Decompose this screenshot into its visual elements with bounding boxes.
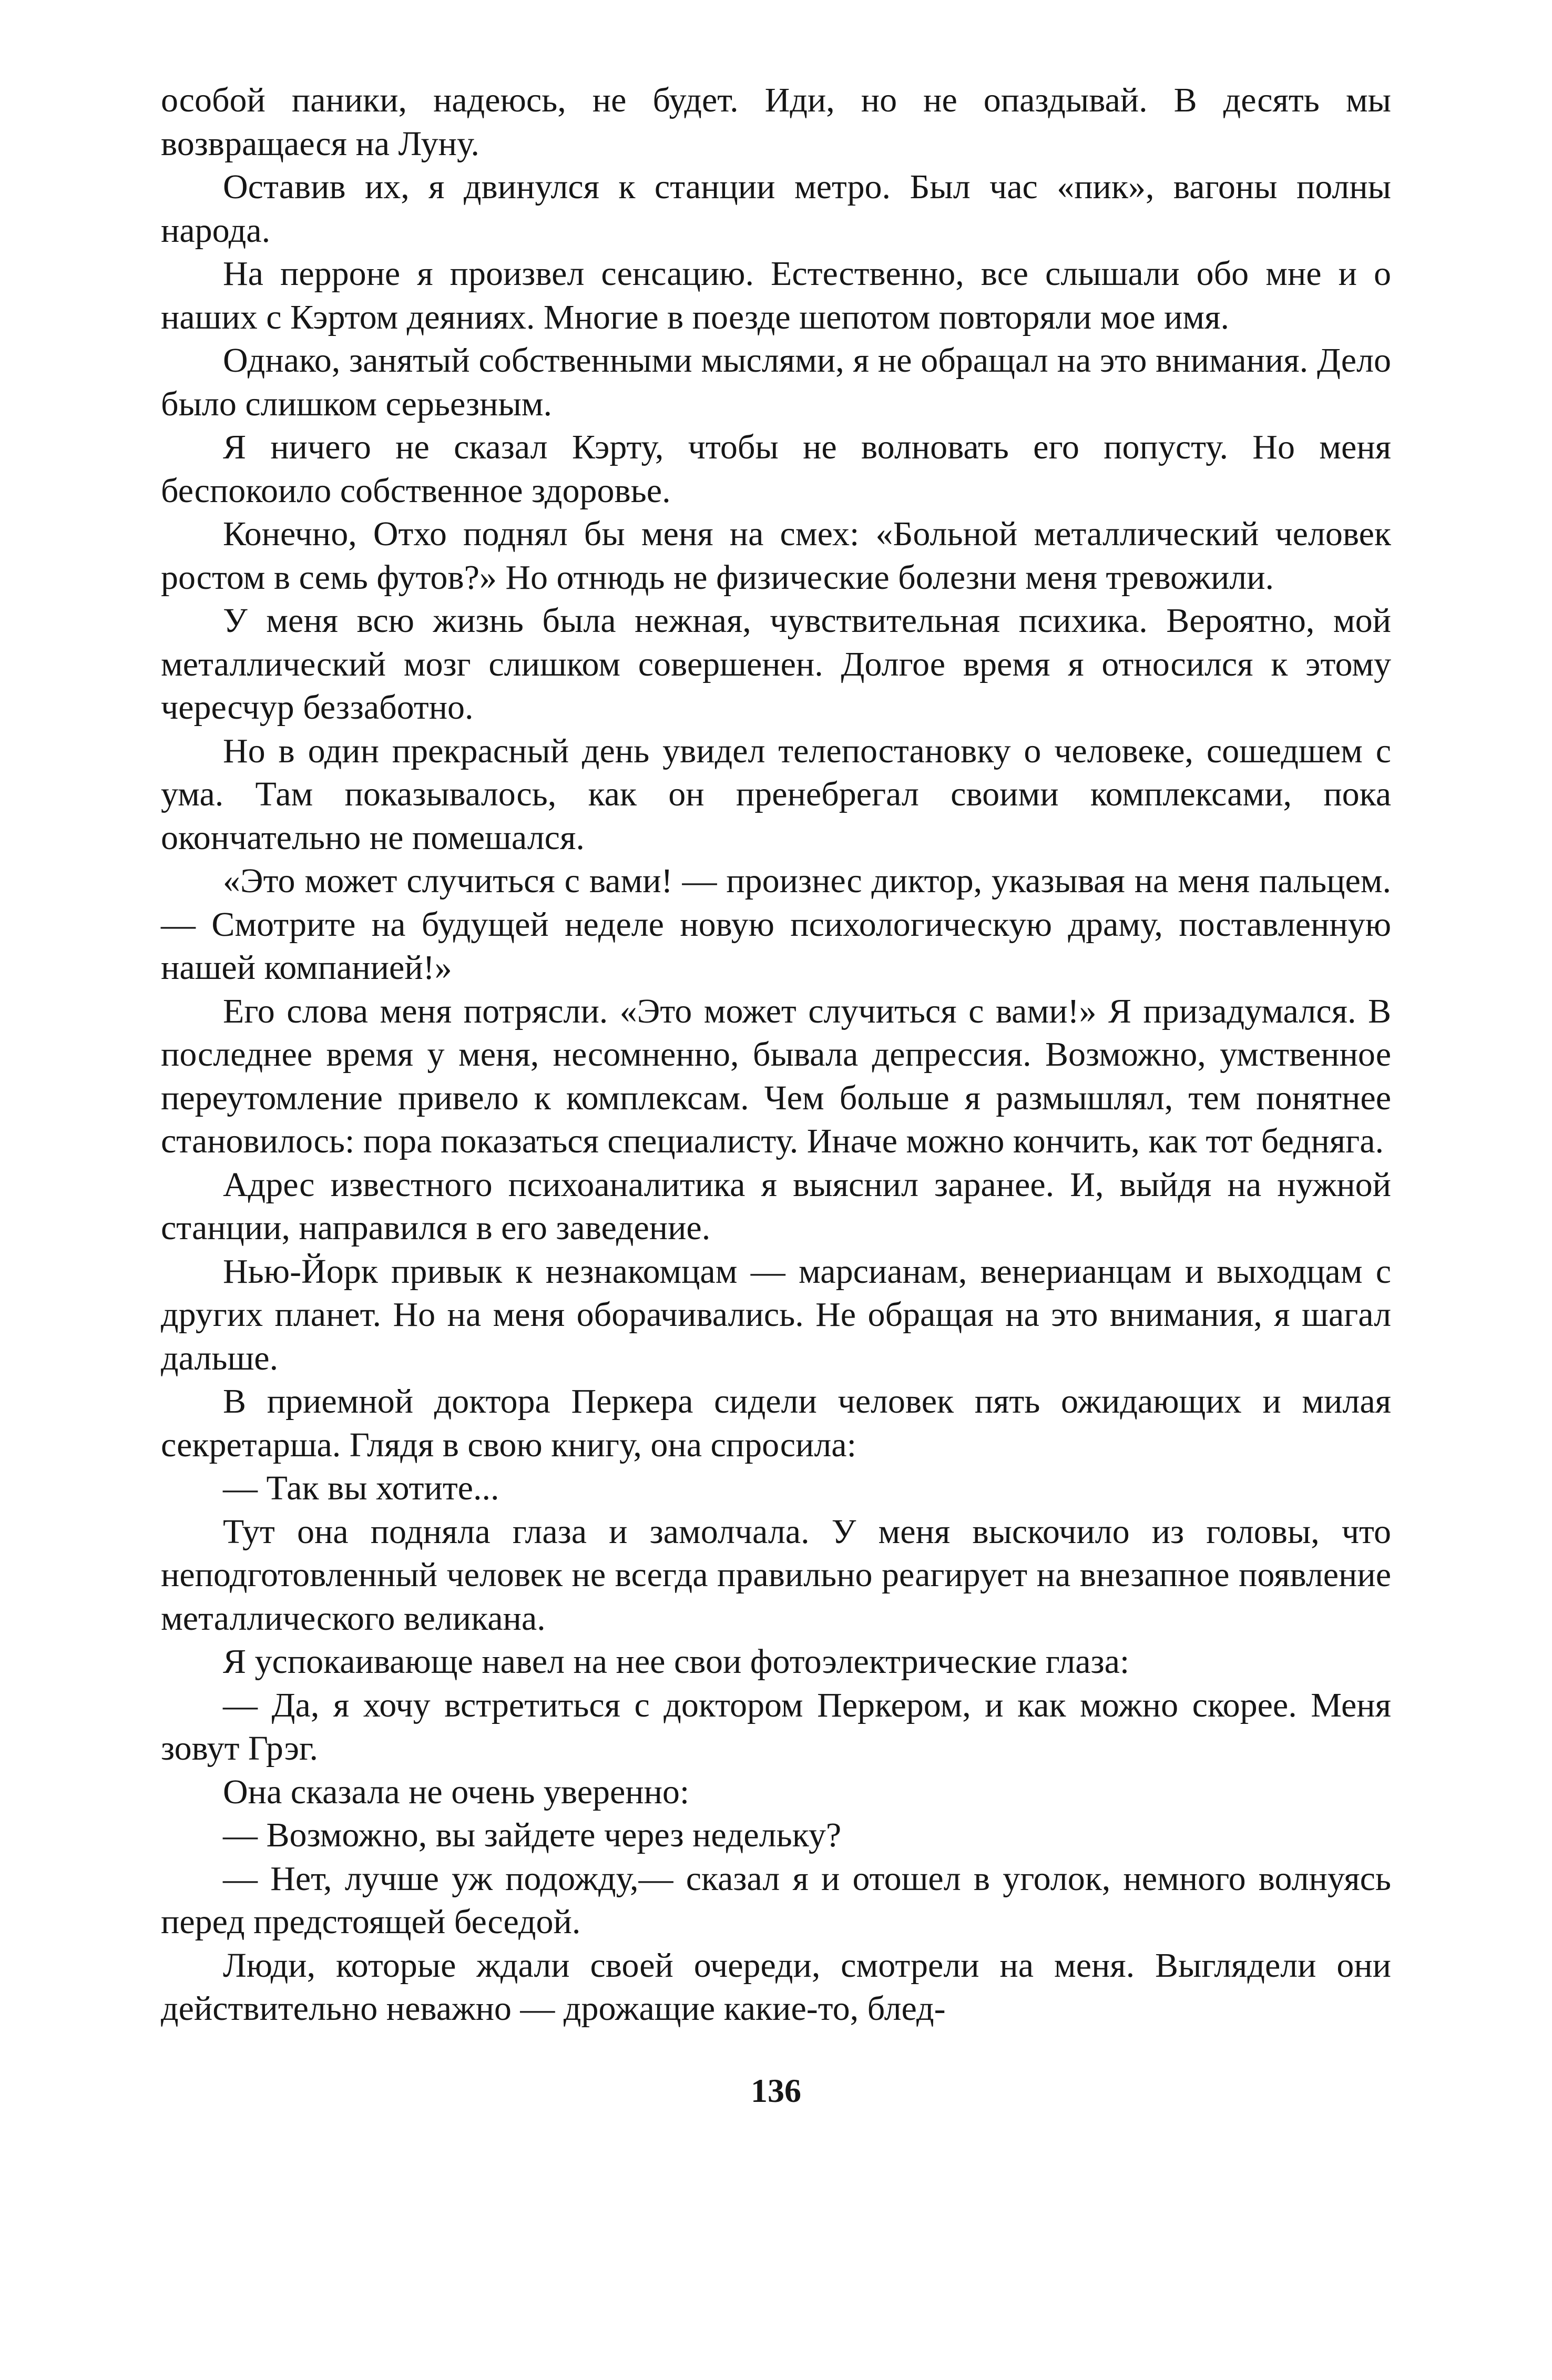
paragraph-4: Однако, занятый собственными мыслями, я не обращал на это внимания. Дело было слишком серьезным. — [161, 341, 1391, 423]
paragraph-9: «Это может случиться с вами! — произнес диктор, указывая на меня пальцем.— Смотрите на будущей неделе новую психологическую драму, поставленную нашей компанией!» — [161, 862, 1391, 987]
paragraph-10: Его слова меня потрясли. «Это может случиться с вами!» Я призадумался. В последнее время у меня, несомненно, бывала депрессия. Возможно, умственное переутомление привело к комплексам. Чем больше я размышлял, тем понятнее становилось: пора показаться специалисту. Иначе можно кончить, как тот бедняга. — [161, 992, 1391, 1160]
paragraph-14: — Так вы хотите... — [223, 1469, 499, 1507]
paragraph-2: Оставив их, я двинулся к станции метро. Был час «пик», вагоны полны народа. — [161, 168, 1391, 250]
page-number: 136 — [751, 2072, 801, 2109]
paragraph-20: — Нет, лучше уж подожду,— сказал я и отошел в уголок, немного волнуясь перед предстоящей беседой. — [161, 1859, 1391, 1941]
paragraph-1: особой паники, надеюсь, не будет. Иди, но не опаздывай. В десять мы возвращаеся на Луну. — [161, 81, 1391, 163]
paragraph-18: Она сказала не очень уверенно: — [223, 1772, 690, 1811]
paragraph-13: В приемной доктора Перкера сидели человек пять ожидающих и милая секретарша. Глядя в свою книгу, она спросила: — [161, 1382, 1391, 1464]
paragraph-21: Люди, которые ждали своей очереди, смотрели на меня. Выглядели они действительно неважно — дрожащие какие-то, блед- — [161, 1946, 1391, 2028]
paragraph-8: Но в один прекрасный день увидел телепостановку о человеке, сошедшем с ума. Там показывалось, как он пренебрегал своими комплексами, пока окончательно не помешался. — [161, 731, 1391, 857]
paragraph-3: На перроне я произвел сенсацию. Естественно, все слышали обо мне и о наших с Кэртом деяниях. Многие в поезде шепотом повторяли мое имя. — [161, 254, 1391, 336]
paragraph-7: У меня всю жизнь была нежная, чувствительная психика. Вероятно, мой металлический мозг слишком совершенен. Долгое время я относился к этому чересчур беззаботно. — [161, 601, 1391, 727]
paragraph-12: Нью-Йорк привык к незнакомцам — марсианам, венерианцам и выходцам с других планет. Но на меня оборачивались. Не обращая на это внимания, я шагал дальше. — [161, 1252, 1391, 1377]
paragraph-11: Адрес известного психоаналитика я выяснил заранее. И, выйдя на нужной станции, направился в его заведение. — [161, 1165, 1391, 1247]
paragraph-6: Конечно, Отхо поднял бы меня на смех: «Больной металлический человек ростом в семь футов?» Но отнюдь не физические болезни меня тревожили. — [161, 515, 1391, 597]
paragraph-16: Я успокаивающе навел на нее свои фотоэлектрические глаза: — [223, 1642, 1130, 1681]
paragraph-5: Я ничего не сказал Кэрту, чтобы не волновать его попусту. Но меня беспокоило собственное здоровье. — [161, 428, 1391, 510]
paragraph-19: — Возможно, вы зайдете через недельку? — [223, 1816, 842, 1854]
paragraph-15: Тут она подняла глаза и замолчала. У меня выскочило из головы, что неподготовленный человек не всегда правильно реагирует на внезапное появление металлического великана. — [161, 1512, 1391, 1638]
paragraph-17: — Да, я хочу встретиться с доктором Перкером, и как можно скорее. Меня зовут Грэг. — [161, 1686, 1391, 1768]
body-text — [161, 79, 1391, 2031]
